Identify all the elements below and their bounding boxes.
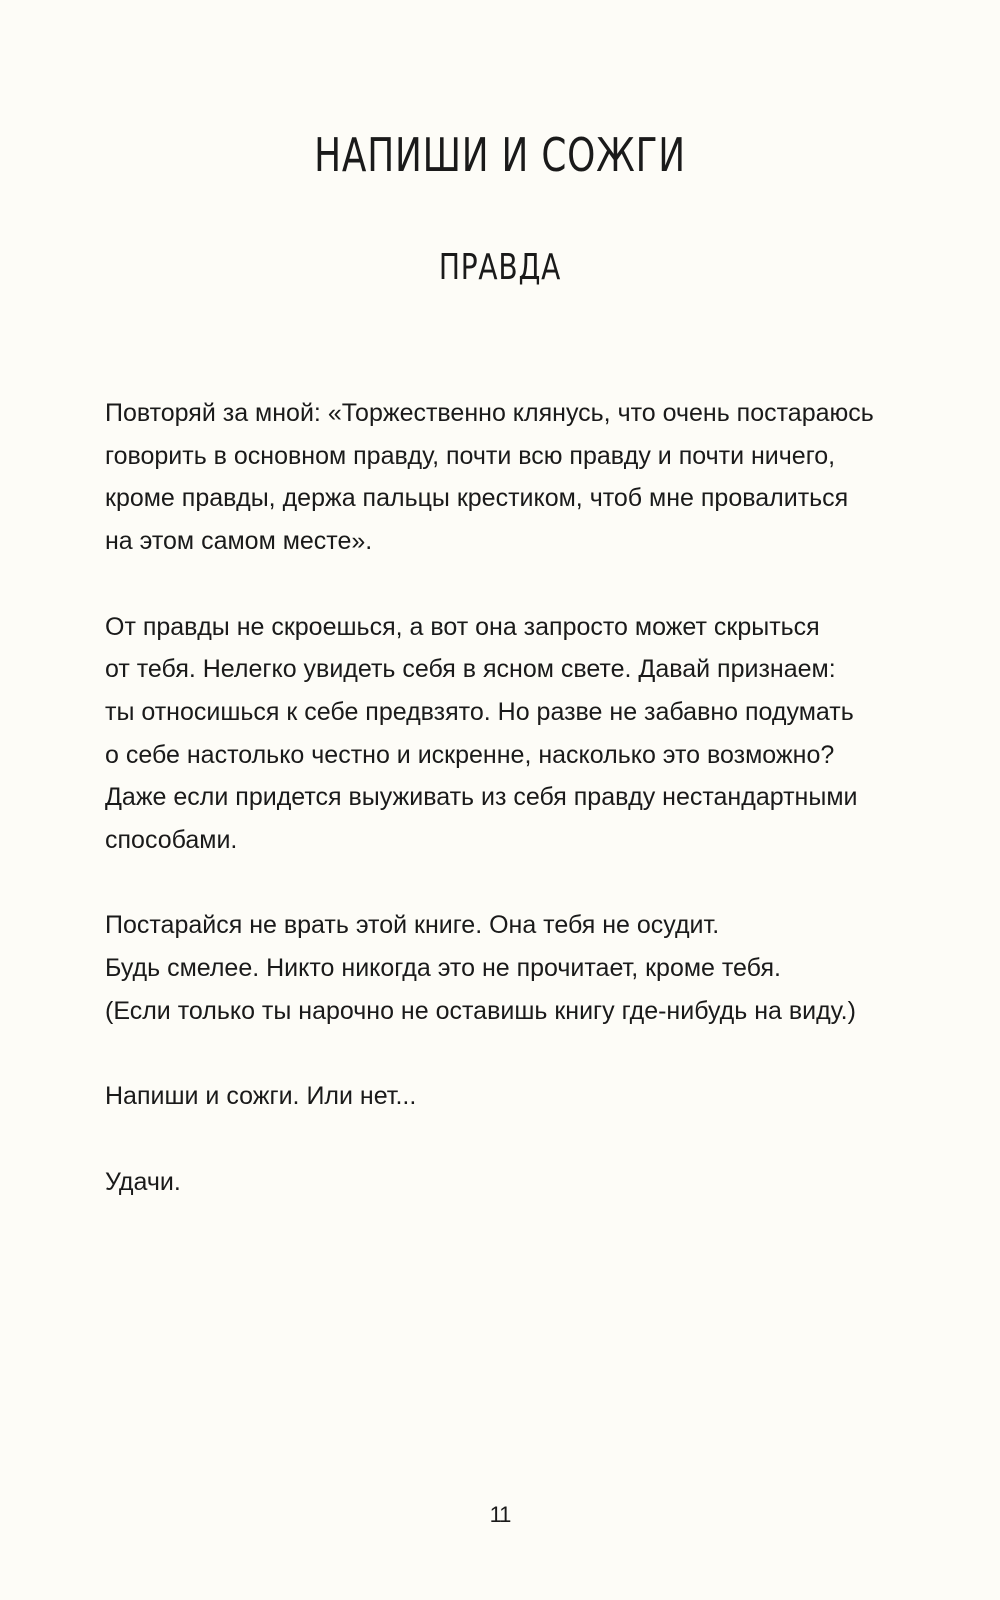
text-line: говорить в основном правду, почти всю правду и почти ничего, — [105, 441, 836, 470]
chapter-title: ПРАВДА — [438, 247, 562, 288]
paragraph-oath — [105, 392, 905, 563]
paragraph-honesty — [105, 904, 905, 1032]
text-line: Будь смелее. Никто никогда это не прочитает, кроме тебя. — [105, 954, 781, 983]
book-title: НАПИШИ И СОЖГИ — [314, 128, 686, 182]
text-line: Повторяй за мной: «Торжественно клянусь, что очень постараюсь — [105, 399, 874, 427]
text-line: ты относишься к себе предвзято. Но разве не забавно подумать — [105, 697, 854, 726]
text-line: на этом самом месте». — [105, 527, 373, 556]
text-line: Даже если придется выуживать из себя правду нестандартными — [105, 783, 858, 812]
text-line: (Если только ты нарочно не оставишь книгу где-нибудь на виду.) — [105, 996, 856, 1025]
text-line: кроме правды, держа пальцы крестиком, чтоб мне провалиться — [105, 484, 849, 513]
paragraph-good-luck — [105, 1161, 905, 1204]
text-line: Постарайся не врать этой книге. Она тебя не осудит. — [105, 911, 720, 940]
page-number: 11 — [489, 1502, 511, 1527]
paragraph-write-and-burn — [105, 1075, 905, 1118]
text-line: о себе настолько честно и искренне, насколько это возможно? — [105, 740, 835, 769]
paragraph-truth — [105, 606, 905, 862]
text-line: способами. — [105, 826, 238, 855]
body-text — [105, 392, 905, 1246]
text-line: от тебя. Нелегко увидеть себя в ясном свете. Давай признаем: — [105, 655, 836, 684]
text-line: Напиши и сожги. Или нет... — [105, 1082, 417, 1111]
text-line: От правды не скроешься, а вот она запросто может скрыться — [105, 612, 820, 641]
text-line: Удачи. — [105, 1167, 181, 1196]
